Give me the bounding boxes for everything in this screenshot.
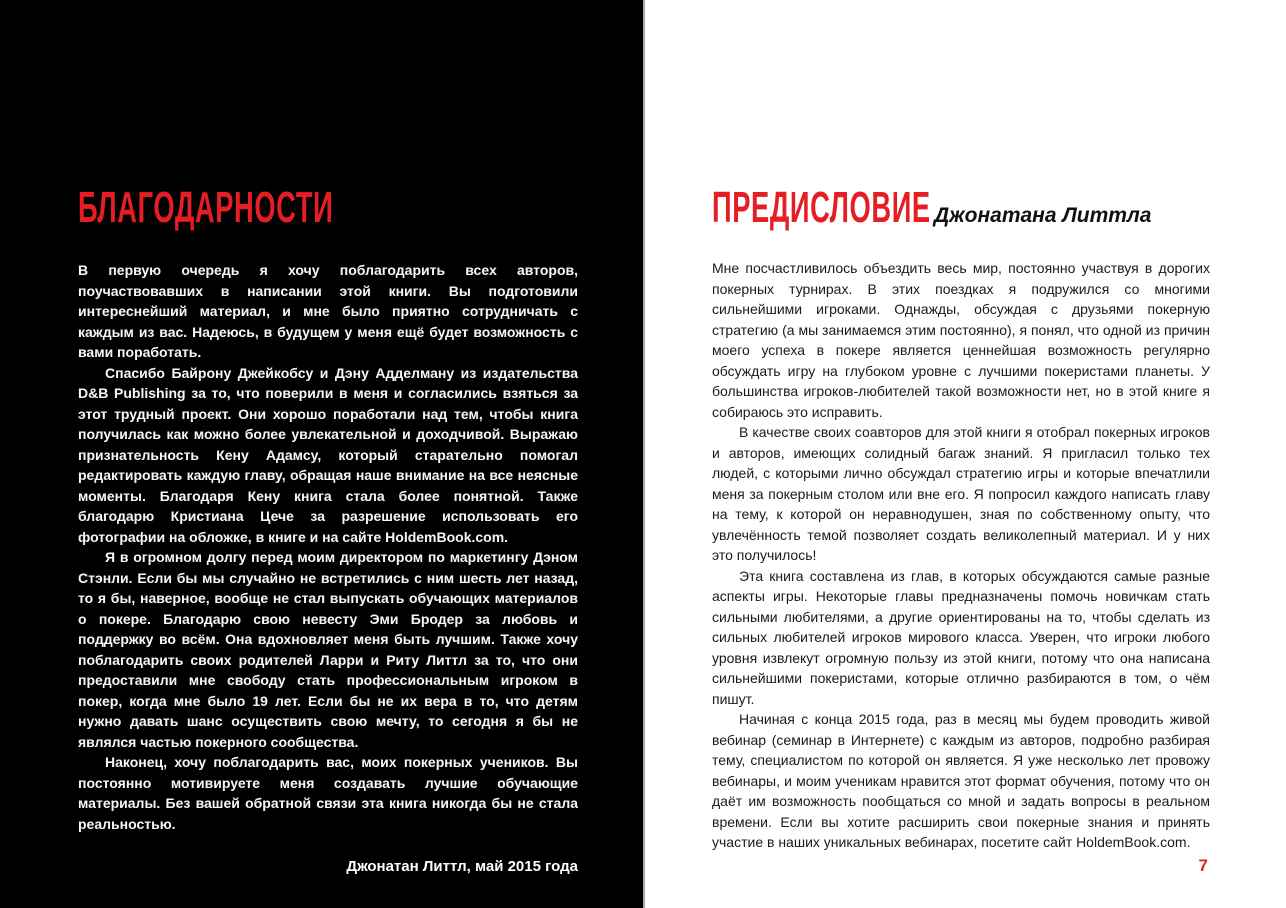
paragraph: В первую очередь я хочу поблагодарить всех авторов, поучаствовавших в написании этой книги. Вы подготовили интереснейший материал, и мне было приятно сотрудничать с каждым из вас. Надеюсь, в будущем у меня ещё будет возможность с вами поработать. — [78, 262, 578, 360]
foreword-title-text: ПРЕДИСЛОВИЕ — [712, 183, 931, 232]
paragraph: Эта книга составлена из глав, в которых обсуждаются самые разные аспекты игры. Некоторые главы предназначены помочь новичкам стать сильными любителями, а другие ориентированы на то, чтобы сделать из сильных любителей игроков мирового класса. Уверен, что игроки любого уровня извлекут огромную пользу из этой книги, потому что она написана сильнейшими покеристами, которые отлично разбираются в том, о чём пишут. — [712, 567, 1210, 707]
foreword-body — [712, 258, 1210, 853]
foreword-subtitle: Джонатана Литтла — [934, 204, 1152, 227]
foreword-title-row — [712, 183, 1210, 232]
author-signature: Джонатан Литтл, май 2015 года — [346, 858, 578, 875]
page-number: 7 — [1198, 856, 1208, 875]
page-foreword — [643, 0, 1286, 908]
paragraph: Я в огромном долгу перед моим директором по маркетингу Дэном Стэнли. Если бы мы случайно не встретились с ним шесть лет назад, то я бы, наверное, вообще не стал выпускать обучающих материалов о покере. Благодарю свою невесту Эми Бродер за любовь и поддержку во всём. Она вдохновляет меня быть лучшим. Также хочу поблагодарить своих родителей Ларри и Риту Литтл за то, что они предоставили мне свободу стать профессиональным игроком в покер, когда мне было 19 лет. Если бы не их вера в то, что детям нужно давать шанс осуществить свою мечту, то сегодня я бы не являлся частью покерного сообщества. — [78, 549, 578, 750]
foreword-title — [712, 183, 931, 232]
paragraph: В качестве своих соавторов для этой книги я отобрал покерных игроков и авторов, имеющих солидный багаж знаний. Я пригласил только тех людей, с которыми лично обсуждал стратегию игры и которые впечатлили меня за покерным столом или вне его. Я попросил каждого написать главу на тему, к которой он неравнодушен, зная по собственному опыту, что увлечённость темой позволяет создать великолепный материал. И у них это получилось! — [712, 424, 1210, 563]
paragraph: Начиная с конца 2015 года, раз в месяц мы будем проводить живой вебинар (семинар в Интернете) с каждым из авторов, подробно разбирая тему, специалистом по которой он является. Я уже несколько лет провожу вебинары, и моим ученикам нравится этот формат обучения, потому что он даёт им возможность пообщаться со мной и задать вопросы в реальном времени. Если вы хотите расширить свои покерные знания и принять участие в наших уникальных вебинарах, посетите сайт HoldemBook.com. — [712, 711, 1210, 850]
acknowledgements-title-text: БЛАГОДАРНОСТИ — [78, 183, 334, 232]
acknowledgements-title — [78, 183, 578, 232]
paragraph: Спасибо Байрону Джейкобсу и Дэну Адделману из издательства D&B Publishing за то, что поверили в меня и согласились взяться за этот трудный проект. Они хорошо поработали над тем, чтобы книга получилась как можно более увлекательной и доходчивой. Выражаю признательность Кену Адамсу, который старательно помогал редактировать каждую главу, обращая наше внимание на все неясные моменты. Благодаря Кену книга стала более понятной. Также благодарю Кристиана Цече за разрешение использовать его фотографии на обложке, в книге и на сайте HoldemBook.com. — [78, 364, 578, 545]
acknowledgements-body — [78, 260, 578, 834]
paragraph: Наконец, хочу поблагодарить вас, моих покерных учеников. Вы постоянно мотивируете меня создавать лучшие обучающие материалы. Без вашей обратной связи эта книга никогда бы не стала реальностью. — [78, 754, 578, 832]
paragraph: Мне посчастливилось объездить весь мир, постоянно участвуя в дорогих покерных турнирах. В этих поездках я подружился со многими сильнейшими игроками. Однажды, обсуждая с друзьями покерную стратегию (а мы занимаемся этим постоянно), я понял, что одной из причин моего успеха в покере является ценнейшая возможность регулярно обсуждать игру на глубоком уровне с лучшими покеристами планеты. У большинства игроков-любителей такой возможности нет, но в этой книге я собираюсь это исправить. — [712, 260, 1210, 420]
